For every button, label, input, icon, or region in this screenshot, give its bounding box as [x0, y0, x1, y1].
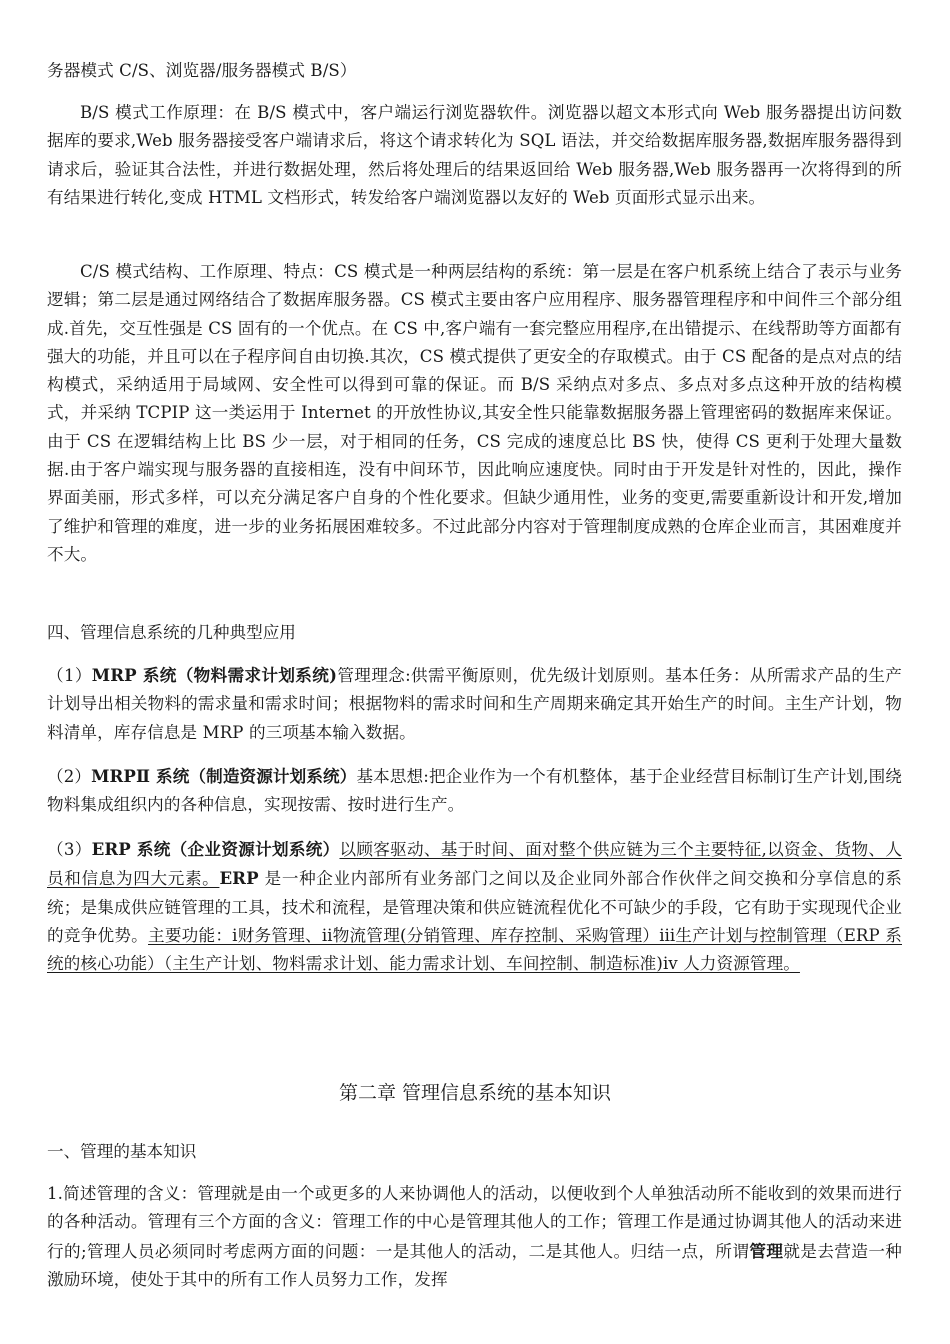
mrp2-body: 基本思想:把企业作为一个有机整体，基于企业经营目标制订生产计划,围绕物料集成组织内的各种信息，实现按需、按时进行生产。 [47, 767, 902, 815]
management-definition-text-cont: 就是去营造一种激励环境，使处于其中的所有工作人员努力工作，发挥 [47, 1241, 903, 1289]
mrp-title: MRP 系统（物料需求计划系统) [91, 665, 338, 685]
management-bold-term: 管理 [749, 1240, 784, 1261]
mrp-body: 管理理念:供需平衡原则，优先级计划原则。基本任务：从所需求产品的生产计划导出相关物料的需求量和需求时间；根据物料的需求时间和生产周期来确定其开始生产的时间。主生产计划，物料清单，库存信息是 MRP 的三项基本输入数据。 [47, 666, 902, 742]
erp-number: （3） [47, 840, 92, 859]
mrp2-number: （2） [47, 767, 92, 786]
paragraph-management-definition [47, 1180, 902, 1294]
mrp-number: （1） [47, 666, 92, 685]
paragraph-mrp2 [47, 762, 902, 820]
chapter-title: 第二章 管理信息系统的基本知识 [338, 1082, 612, 1104]
erp-bold-term: ERP [219, 868, 259, 889]
paragraph-bs-principle: B/S 模式工作原理：在 B/S 模式中，客户端运行浏览器软件。浏览器以超文本形式向 Web 服务器提出访问数据库的要求,Web 服务器接受客户端请求后，将这个请求转化为 SQL 语法，并交给数据库服务器,数据库服务器得到请求后，验证其合法性，并进行数据处理，然后将处理后的结果返回给 Web 服务器,Web 服务器再一次将得到的所有结果进行转化,变成 HTML 文档形式，转发给客户端浏览器以友好的 Web 页面形式显示出来。 [47, 103, 902, 207]
section-heading-typical-applications: 四、管理信息系统的几种典型应用 [47, 623, 296, 642]
erp-functions-underlined: 主要功能：ⅰ财务管理、ⅱ物流管理(分销管理、库存控制、采购管理）ⅲ生产计划与控制管理（ERP 系统的核心功能）（主生产计划、物料需求计划、能力需求计划、车间控制、制造标准)ⅳ 人力资源管理。 [47, 925, 902, 974]
paragraph-mrp [47, 661, 902, 747]
mrp2-title: MRPⅡ 系统（制造资源计划系统） [91, 766, 357, 786]
section-heading-management-basics: 一、管理的基本知识 [47, 1142, 197, 1161]
management-definition-text: 1.简述管理的含义：管理就是由一个或更多的人来协调他人的活动，以便收到个人单独活动所不能收到的效果而进行的各种活动。管理有三个方面的含义：管理工作的中心是管理其他人的工作；管理工作是通过协调其他人的活动来进行的;管理人员必须同时考虑两方面的问题：一是其他人的活动，二是其他人。归结一点，所谓 [47, 1184, 902, 1261]
paragraph-cs-bs-modes-tail: 务器模式 C/S、浏览器/服务器模式 B/S） [47, 61, 357, 80]
paragraph-erp [47, 835, 902, 978]
erp-body: 是一种企业内部所有业务部门之间以及企业同外部合作伙伴之间交换和分享信息的系统；是集成供应链管理的工具，技术和流程，是管理决策和供应链流程优化不可缺少的手段，它有助于实现现代企业的竞争优势。 [47, 869, 903, 945]
erp-title: ERP 系统（企业资源计划系统） [91, 839, 340, 859]
paragraph-cs-structure: C/S 模式结构、工作原理、特点：CS 模式是一种两层结构的系统：第一层是在客户机系统上结合了表示与业务逻辑；第二层是通过网络结合了数据库服务器。CS 模式主要由客户应用程序、服务器管理程序和中间件三个部分组成.首先，交互性强是 CS 固有的一个优点。在 CS 中,客户端有一套完整应用程序,在出错提示、在线帮助等方面都有强大的功能，并且可以在子程序间自由切换.其次，CS 模式提供了更安全的存取模式。由于 CS 配备的是点对点的结构模式，采纳适用于局域网、安全性可以得到可靠的保证。而 B/S 采纳点对多点、多点对多点这种开放的结构模式，并采纳 TCPIP 这一类运用于 Internet 的开放性协议,其安全性只能靠数据服务器上管理密码的数据库来保证。由于 CS 在逻辑结构上比 BS 少一层，对于相同的任务，CS 完成的速度总比 BS 快，使得 CS 更利于处理大量数据.由于客户端实现与服务器的直接相连，没有中间环节，因此响应速度快。同时由于开发是针对性的，因此，操作界面美丽，形式多样，可以充分满足客户自身的个性化要求。但缺少通用性，业务的变更,需要重新设计和开发,增加了维护和管理的难度，进一步的业务拓展困难较多。不过此部分内容对于管理制度成熟的仓库企业而言，其困难度并不大。 [47, 262, 902, 564]
erp-features-underlined: 以顾客驱动、基于时间、面对整个供应链为三个主要特征,以资金、货物、人员和信息为四大元素。 [47, 840, 902, 889]
